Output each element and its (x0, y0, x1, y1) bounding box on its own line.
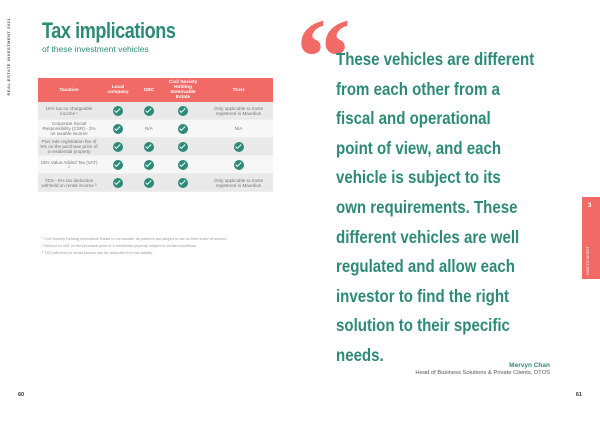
row-label: Corporate Social Responsibility (CSR) - 2% on taxable income (38, 120, 100, 138)
check-circle-icon (113, 142, 123, 152)
quote-mark-icon: “ (296, 0, 345, 118)
row-label: 15% Value Added Tax (VAT) ² (38, 156, 100, 174)
section-label: HOW TO INVEST (586, 246, 590, 275)
pull-quote: These vehicles are different from each other from a fiscal and operational point of view, and each vehicle is subject to its own requirements. These different vehicles are well regulated and allow each investor to find the right solution to their specific needs. (336, 49, 535, 365)
table-cell-text: Only applicable to trusts registered in Mauritius (204, 102, 273, 120)
table-cell (162, 138, 204, 156)
table-row (38, 138, 273, 156)
check-circle-icon (144, 160, 154, 170)
footnote: ³ TDS withheld on rental income can be deducted from tax liability. (42, 251, 154, 255)
table-row (38, 120, 273, 138)
author-name: Mervyn Chan (509, 362, 550, 369)
tax-implications-table (38, 78, 273, 192)
table-cell (100, 174, 136, 192)
check-circle-icon (144, 178, 154, 188)
footnotes (42, 236, 282, 257)
table-header (38, 78, 273, 102)
table-cell (162, 156, 204, 174)
check-circle-icon (113, 124, 123, 134)
header-taxation: Taxation (38, 78, 100, 102)
table-cell (100, 102, 136, 120)
table-cell (162, 120, 204, 138)
footnote: ¹ Civil Society Holding Immovable Estate is not taxable, its partners are subject to tax on their share of income. (42, 237, 228, 241)
check-circle-icon (178, 178, 188, 188)
table-cell (204, 138, 273, 156)
check-circle-icon (144, 106, 154, 116)
page-number-right: 61 (575, 392, 582, 398)
author-role: Head of Business Solutions & Private Clients, DTOS (415, 370, 550, 376)
check-circle-icon (113, 160, 123, 170)
page-subtitle: of these investment vehicles (42, 44, 149, 54)
footnote: ² Refund on VAT on the purchase price of a residential property subject to certain conditions. (42, 244, 197, 248)
table-cell-text: N/A (204, 120, 273, 138)
table-body (38, 102, 273, 192)
running-header: REAL ESTATE INVESTMENT 2021 (6, 18, 11, 96)
table-cell (136, 156, 162, 174)
table-row (38, 102, 273, 120)
check-circle-icon (234, 160, 244, 170)
table-row (38, 174, 273, 192)
table-cell-text: Only applicable to trusts registered in Mauritius (204, 174, 273, 192)
row-label: Plus rate registration fee of 5% on the purchase price of a residential property (38, 138, 100, 156)
row-label: 15% tax on chargeable income ¹ (38, 102, 100, 120)
table-cell (162, 102, 204, 120)
header-trust: Trust (204, 78, 273, 102)
table-cell (100, 138, 136, 156)
check-circle-icon (234, 142, 244, 152)
header-civil-society: Civil Society Holding Immovable Estate (162, 78, 204, 102)
check-circle-icon (178, 124, 188, 134)
quote-attribution (415, 362, 550, 376)
table-row (38, 156, 273, 174)
table-cell (136, 138, 162, 156)
table-cell (136, 102, 162, 120)
section-number: 3 (588, 203, 592, 209)
check-circle-icon (113, 106, 123, 116)
page-title: Tax implications (42, 18, 176, 43)
section-side-tab (582, 197, 600, 279)
table-cell (136, 174, 162, 192)
check-circle-icon (113, 178, 123, 188)
check-circle-icon (144, 142, 154, 152)
page-number-left: 60 (18, 392, 25, 398)
check-circle-icon (178, 160, 188, 170)
check-circle-icon (178, 142, 188, 152)
check-circle-icon (178, 106, 188, 116)
table-cell (100, 156, 136, 174)
table-cell (162, 174, 204, 192)
header-local-company: Local company (100, 78, 136, 102)
table-cell (100, 120, 136, 138)
row-label: TDS - 5% tax deduction withheld on rental income ³ (38, 174, 100, 192)
table-cell (204, 156, 273, 174)
table-cell-text: N/A (136, 120, 162, 138)
header-gbc: GBC (136, 78, 162, 102)
